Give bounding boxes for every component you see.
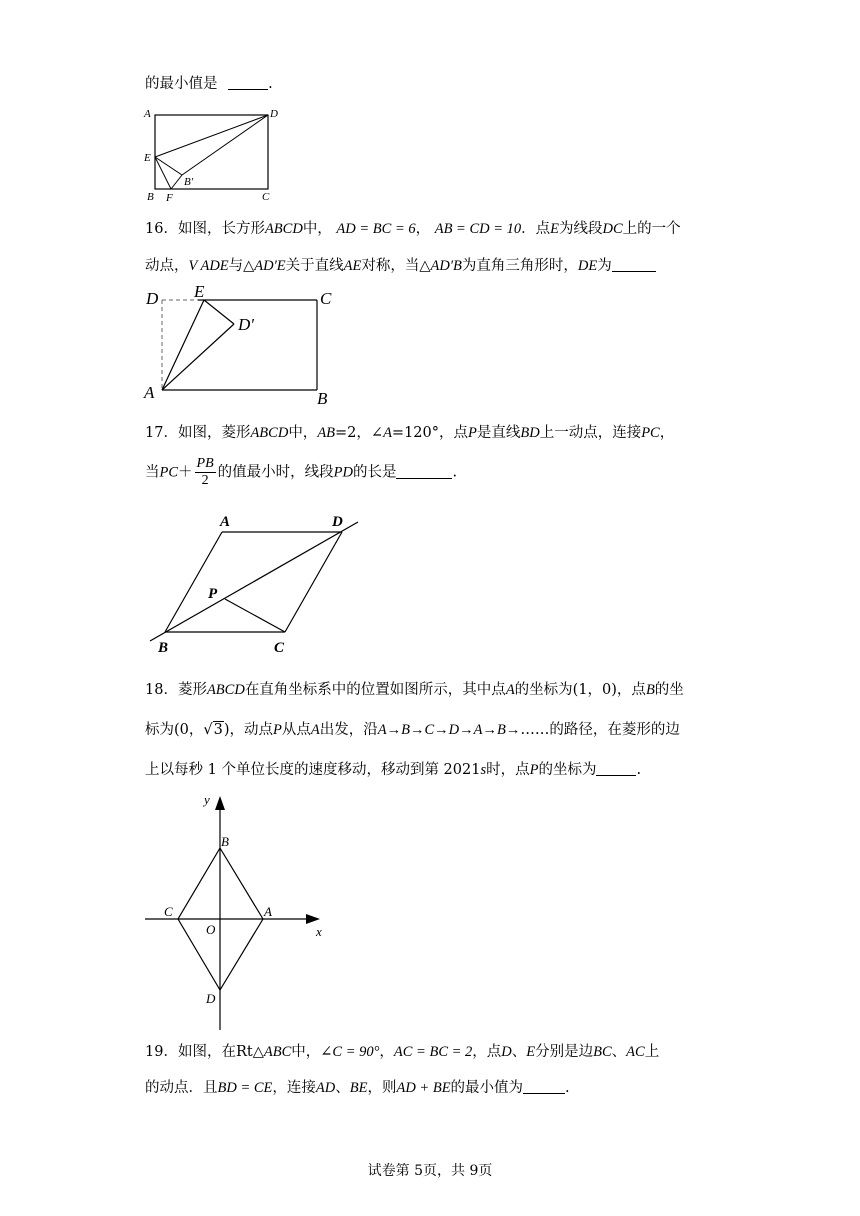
figure-15 xyxy=(140,105,290,205)
label-x: x xyxy=(316,924,322,939)
q17-line1: 17．如图，菱形ABCD中，AB=2，∠A=120°，点P是直线BD上一动点，连接PC， xyxy=(145,425,675,441)
q19-line1: 19．如图，在Rt△ABC中，∠C = 90°，AC = BC = 2，点D、E分别是边BC、AC上 xyxy=(145,1044,660,1060)
figure-18 xyxy=(140,790,340,1035)
figure-16 xyxy=(140,284,340,408)
answer-blank xyxy=(396,464,452,479)
label-y: y xyxy=(204,792,210,807)
label-D: D xyxy=(146,289,159,308)
answer-blank xyxy=(612,257,656,272)
label-A: A xyxy=(264,904,272,919)
q18-line1: 18．菱形ABCD在直角坐标系中的位置如图所示，其中点A的坐标为(1，0)，点B的坐 xyxy=(145,682,684,698)
q15-tail: 的最小值是 . xyxy=(145,76,273,92)
q17-line2: 当PC＋ $\frac{PB}{2}$ 的值最小时，线段PD的长是 . xyxy=(145,456,458,488)
q16-line2: 动点，V ADE与△AD′E关于直线AE对称，当△AD′B为直角三角形时，DE为 xyxy=(145,256,656,276)
label-C: C xyxy=(320,289,332,308)
label-B-prime: B′ xyxy=(184,176,194,188)
label-A: A xyxy=(220,514,231,530)
label-B: B xyxy=(147,191,154,203)
label-C: C xyxy=(262,191,270,203)
q18-line2: 标为(0，√3)，动点P从点A出发，沿A→B→C→D→A→B→……的路径，在菱形的边 xyxy=(145,722,680,738)
figure-17 xyxy=(140,508,370,658)
label-C: C xyxy=(164,904,173,919)
label-B: B xyxy=(158,640,169,656)
page-footer: 试卷第 5页，共 9页 xyxy=(367,1163,493,1179)
label-C: C xyxy=(274,640,285,656)
q16-line1: 16．如图，长方形ABCD中， AD = BC = 6， AB = CD = 10．点E为线段DC上的一个 xyxy=(145,221,681,237)
label-D: D xyxy=(332,514,343,530)
answer-blank xyxy=(523,1079,565,1094)
label-E: E xyxy=(144,152,151,164)
label-D: D xyxy=(270,108,278,120)
q19-line2: 的动点．且BD = CE，连接AD、BE，则AD + BE的最小值为 . xyxy=(145,1080,570,1096)
label-F: F xyxy=(166,192,173,204)
label-A: A xyxy=(144,108,151,120)
label-B: B xyxy=(317,389,328,408)
label-A: A xyxy=(144,383,155,402)
answer-blank xyxy=(596,761,636,776)
answer-blank xyxy=(228,75,268,90)
label-D: D xyxy=(206,991,216,1006)
label-O: O xyxy=(206,922,216,937)
q18-line3: 上以每秒 1 个单位长度的速度移动，移动到第 2021s时，点P的坐标为 . xyxy=(145,762,642,778)
label-E: E xyxy=(194,282,205,301)
label-D-prime: D′ xyxy=(238,315,254,334)
label-P: P xyxy=(208,586,218,602)
label-B: B xyxy=(221,834,229,849)
fraction-pb-over-2: $\frac{PB}{2}$ xyxy=(196,456,214,488)
